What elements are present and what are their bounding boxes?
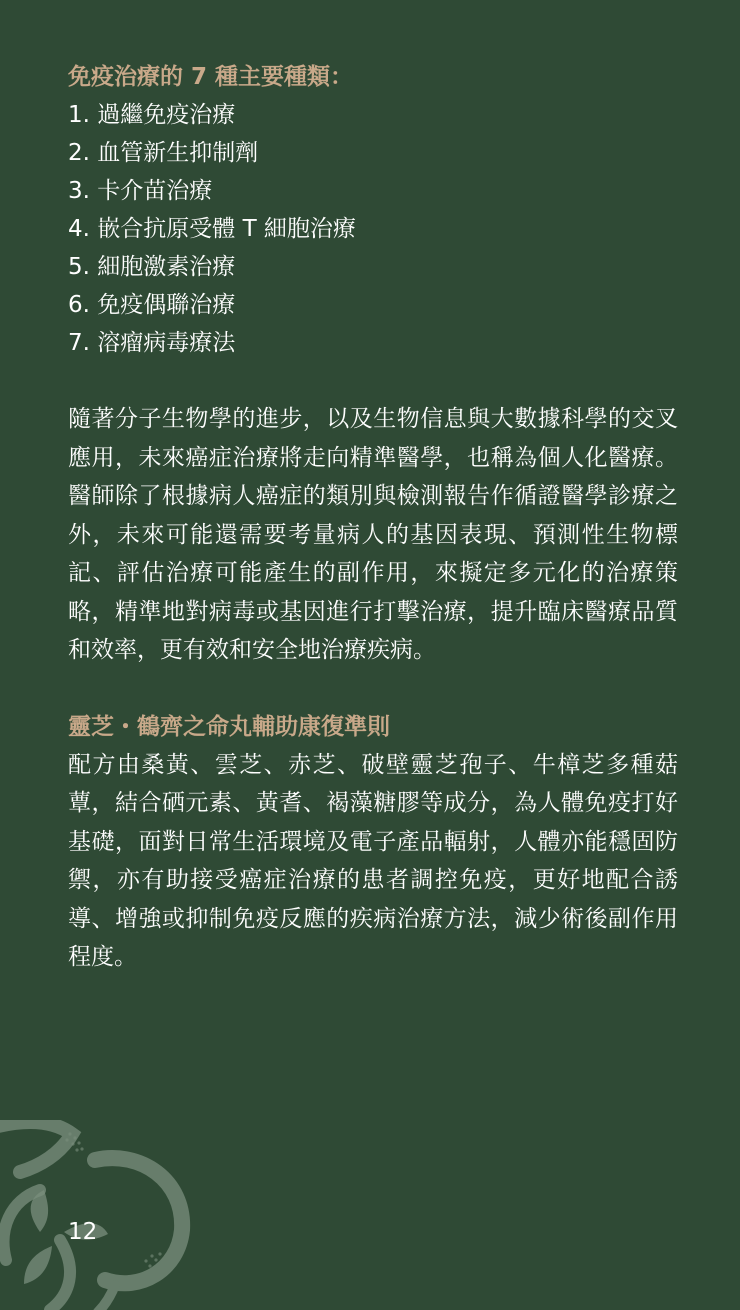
- immunotherapy-type-list: [68, 96, 678, 362]
- section-heading-immunotherapy-types: 免疫治療的 7 種主要種類：: [68, 64, 354, 90]
- page-number: 12: [68, 1219, 98, 1245]
- spacer: [68, 670, 678, 708]
- content-area: [68, 58, 678, 977]
- list-item: 3. 卡介苗治療: [68, 178, 213, 204]
- section-heading-lingzhi-guideline: 靈芝・鶴齊之命丸輔助康復準則: [68, 713, 390, 740]
- list-item: 5. 細胞激素治療: [68, 254, 236, 280]
- list-item: 6. 免疫偶聯治療: [68, 292, 236, 318]
- list-item: 2. 血管新生抑制劑: [68, 140, 259, 166]
- precision-medicine-paragraph: 隨著分子生物學的進步，以及生物信息與大數據科學的交叉應用，未來癌症治療將走向精準醫學，也稱為個人化醫療。醫師除了根據病人癌症的類別與檢測報告作循證醫學診療之外，未來可能還需要考量病人的基因表現、預測性生物標記、評估治療可能產生的副作用，來擬定多元化的治療策略，精準地對病毒或基因進行打擊治療，提升臨床醫療品質和效率，更有效和安全地治療疾病。: [68, 406, 678, 663]
- list-item: 1. 過繼免疫治療: [68, 102, 236, 128]
- formula-paragraph: 配方由桑黃、雲芝、赤芝、破壁靈芝孢子、牛樟芝多種菇蕈，結合硒元素、黃耆、褐藻糖膠等成分，為人體免疫打好基礎，面對日常生活環境及電子產品輻射，人體亦能穩固防禦，亦有助接受癌症治療的患者調控免疫，更好地配合誘導、增強或抑制免疫反應的疾病治療方法，減少術後副作用程度。: [68, 751, 678, 970]
- spacer: [68, 362, 678, 400]
- lingzhi-floral-icon: [0, 1120, 200, 1310]
- list-item: 4. 嵌合抗原受體 T 細胞治療: [68, 216, 356, 242]
- list-item: 7. 溶瘤病毒療法: [68, 330, 236, 356]
